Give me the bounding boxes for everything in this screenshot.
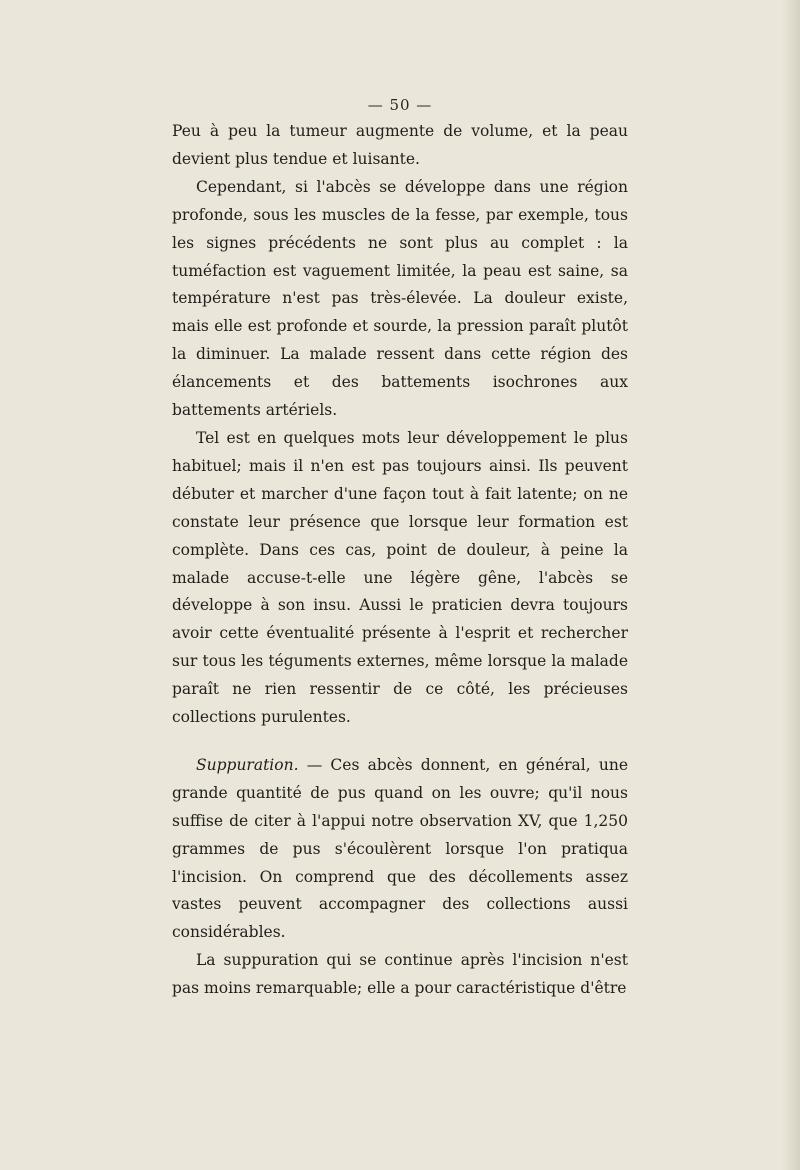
paragraph-5: La suppuration qui se continue après l'incision n'est pas moins remarquable; elle a pour caractéristique d'être: [172, 951, 628, 998]
page-number: — 50 —: [367, 96, 433, 114]
body-text: [172, 118, 628, 1003]
paragraph-4: [172, 752, 628, 947]
paragraph-1: Peu à peu la tumeur augmente de volume, et la peau devient plus tendue et luisante.: [172, 122, 628, 168]
section-title-suppuration: Suppuration.: [196, 755, 299, 774]
paragraph-4-text: — Ces abcès donnent, en général, une grande quantité de pus quand on les ouvre; qu'il nous suffise de citer à l'appui notre observation XV, que 1,250 grammes de pus s'écoulèrent lorsque l'on pratiqua l'incision. On comprend que des décollements assez vastes peuvent accompagner des collections aussi considérables.: [172, 755, 628, 942]
paragraph-3: Tel est en quelques mots leur développement le plus habituel; mais il n'en est pas toujours ainsi. Ils peuvent débuter et marcher d'une façon tout à fait latente; on ne constate leur présence que lorsque leur formation est complète. Dans ces cas, point de douleur, à peine la malade accuse-t-elle une légère gêne, l'abcès se développe à son insu. Aussi le praticien devra toujours avoir cette éventualité présente à l'esprit et rechercher sur tous les téguments externes, même lorsque la malade paraît ne rien ressentir de ce côté, les précieuses collections purulentes.: [172, 428, 628, 727]
paragraph-2: Cependant, si l'abcès se développe dans une région profonde, sous les muscles de la fesse, par exemple, tous les signes précédents ne sont plus au complet : la tuméfaction est vaguement limitée, la peau est saine, sa température n'est pas très-élevée. La douleur existe, mais elle est profonde et sourde, la pression paraît plutôt la diminuer. La malade ressent dans cette région des élancements et des battements isochrones aux battements artériels.: [172, 177, 628, 420]
